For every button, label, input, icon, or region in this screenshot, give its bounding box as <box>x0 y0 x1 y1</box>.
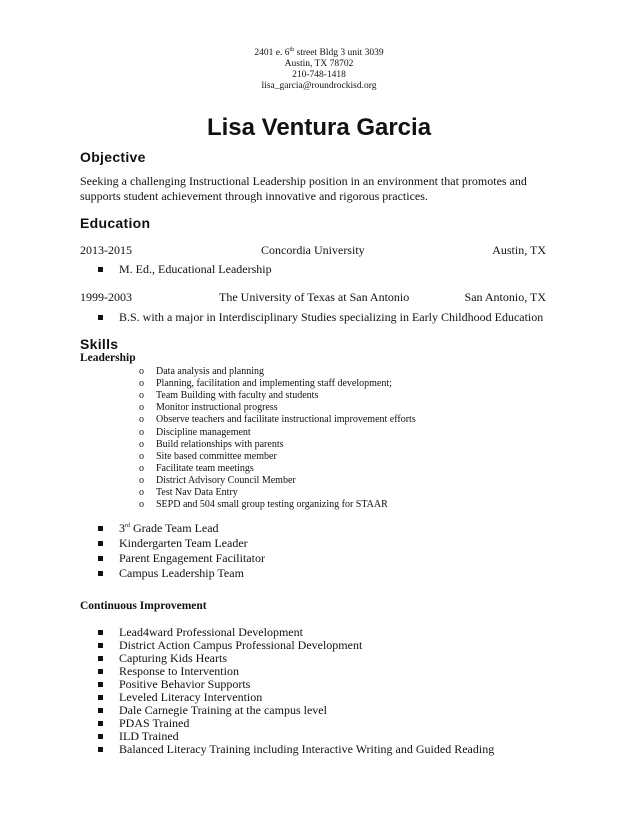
square-bullet-icon <box>98 315 103 320</box>
square-bullet-icon <box>98 541 103 546</box>
education-row <box>80 290 546 305</box>
phone-line: 210-748-1418 <box>292 70 346 80</box>
education-years: 1999-2003 <box>80 290 132 304</box>
circle-bullet-icon: o <box>139 402 144 413</box>
education-location: Austin, TX <box>492 243 546 257</box>
email-line: lisa_garcia@roundrockisd.org <box>261 81 377 91</box>
circle-bullet-icon: o <box>139 366 144 377</box>
education-school: Concordia University <box>261 243 365 257</box>
candidate-name: Lisa Ventura Garcia <box>206 114 432 141</box>
circle-bullet-icon: o <box>139 439 144 450</box>
education-school: The University of Texas at San Antonio <box>219 290 410 304</box>
square-bullet-icon <box>98 695 103 700</box>
square-bullet-icon <box>98 734 103 739</box>
education-row <box>80 243 546 258</box>
square-bullet-icon <box>98 571 103 576</box>
circle-bullet-icon: o <box>139 487 144 498</box>
circle-bullet-icon: o <box>139 427 144 438</box>
objective-line-1: Seeking a challenging Instructional Leadership position in an environment that promotes and <box>80 174 527 188</box>
education-location: San Antonio, TX <box>464 290 546 304</box>
circle-bullet-icon: o <box>139 499 144 510</box>
resume-page: 2401 e. 6th street Bldg 3 unit 3039 Austin, TX 78702 210-748-1418 lisa_garcia@roundrockisd.org Lisa Ventura Garcia Objective Seeking a challenging Instructional Leadership position in an environment that promotes and supports student achievement through innovative and rigorous practices. Education 2013-2015 Concordia University Austin, TX M. Ed., Educational Leadership 1999-2003 The University of Texas at San Antonio San Antonio, TX B.S. with a major in Interdisciplinary Studies specializing in Early Childhood Education Skills Leadership o Data analysis and planning o Planning, facilitation and implementing staff development; o Team Building with faculty and students o Monitor instructional progress o Observe teachers and facilitate instructional improvement efforts o Discipline management o Build relationships with parents o Site based committee member o Facilitate team meetings o District Advisory Council Member o Test Nav Data Entry o SEPD and 504 small group testing organizing for STAAR 3rd Grade Team Lead Kindergarten Team Leader Parent Engagement Facilitator Campus Leadership Team Continuous Improvement Lead4ward Professional Development District Action Campus Professional Development Capturing Kids Hearts Response to Intervention Positive Behavior Supports Leveled Literacy Intervention Dale Carnegie Training at the campus level PDAS Trained ILD Trained Balanced Literacy Training including Interactive Writing and Guided Reading <box>0 0 638 826</box>
square-bullet-icon <box>98 643 103 648</box>
square-bullet-icon <box>98 708 103 713</box>
square-bullet-icon <box>98 630 103 635</box>
square-bullet-icon <box>98 556 103 561</box>
objective-heading: Objective <box>80 149 146 165</box>
leadership-label: Leadership <box>80 352 136 364</box>
square-bullet-icon <box>98 267 103 272</box>
circle-bullet-icon: o <box>139 463 144 474</box>
square-bullet-icon <box>98 682 103 687</box>
circle-bullet-icon: o <box>139 475 144 486</box>
education-years: 2013-2015 <box>80 243 132 257</box>
square-bullet-icon <box>98 747 103 752</box>
square-bullet-icon <box>98 669 103 674</box>
circle-bullet-icon: o <box>139 451 144 462</box>
square-bullet-icon <box>98 721 103 726</box>
square-bullet-icon <box>98 656 103 661</box>
city-line: Austin, TX 78702 <box>284 59 354 69</box>
circle-bullet-icon: o <box>139 378 144 389</box>
square-bullet-icon <box>98 526 103 531</box>
continuous-improvement-label: Continuous Improvement <box>80 600 207 612</box>
circle-bullet-icon: o <box>139 390 144 401</box>
contact-block <box>0 48 638 92</box>
skills-heading: Skills <box>80 336 119 352</box>
circle-bullet-icon: o <box>139 414 144 425</box>
objective-line-2: supports student achievement through innovative and rigorous practices. <box>80 189 428 203</box>
education-heading: Education <box>80 215 151 231</box>
address-line: 2401 e. 6th street Bldg 3 unit 3039 <box>254 46 384 58</box>
